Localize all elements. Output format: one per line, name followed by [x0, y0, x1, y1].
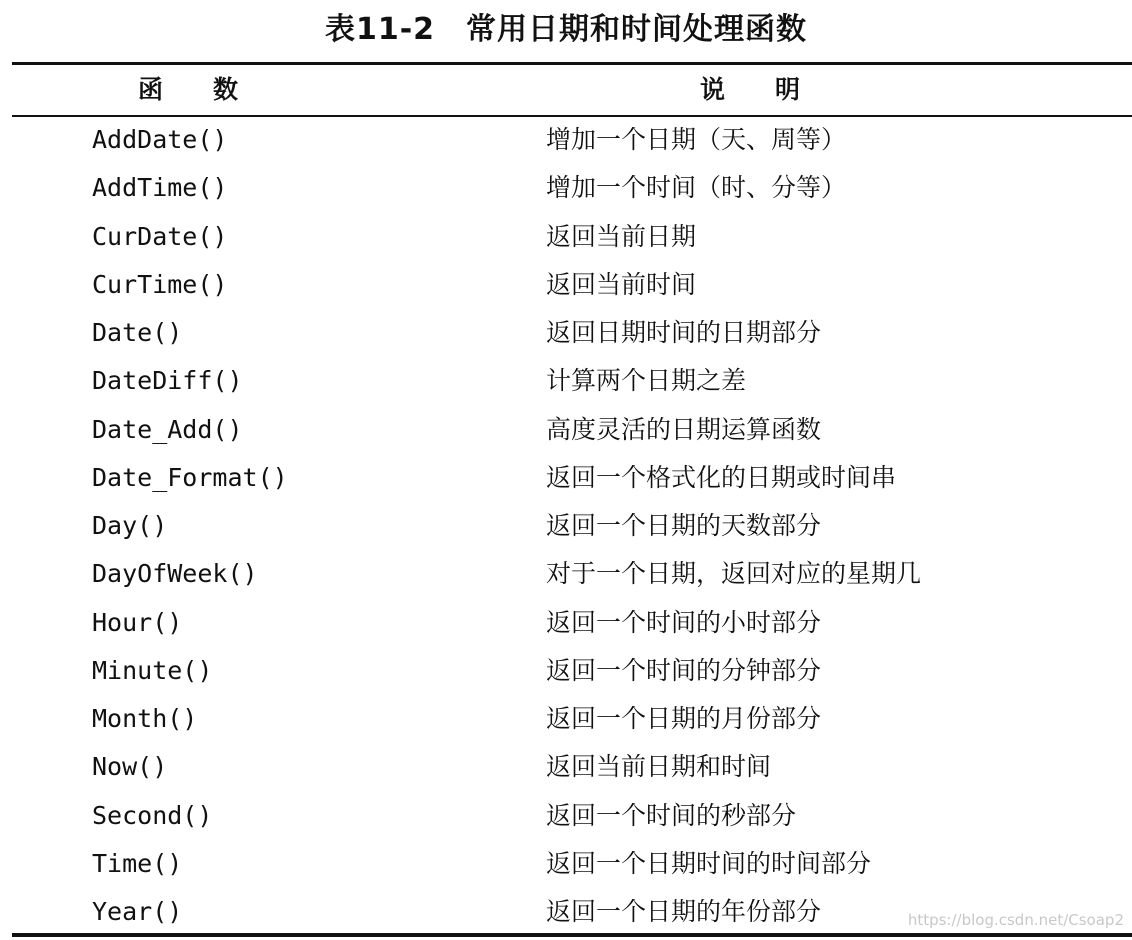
function-name: Year() [92, 897, 183, 926]
function-name: Second() [92, 800, 213, 830]
function-description: 返回当前日期和时间 [546, 752, 772, 782]
function-description: 返回当前时间 [546, 269, 697, 299]
function-description: 高度灵活的日期运算函数 [546, 414, 822, 444]
table-row [0, 743, 1132, 791]
function-description: 返回一个日期时间的时间部分 [546, 848, 872, 878]
function-name: Date() [92, 318, 183, 347]
function-description: 返回一个时间的秒部分 [546, 800, 797, 830]
function-name: CurTime() [92, 269, 228, 299]
table-row [0, 261, 1132, 309]
table-header [0, 68, 1132, 112]
function-name: Date_Format() [92, 462, 288, 492]
function-description: 增加一个日期（天、周等） [546, 125, 847, 154]
table-title: 表11-2 常用日期和时间处理函数 [324, 12, 808, 47]
table-row [0, 454, 1132, 502]
function-description: 计算两个日期之差 [546, 366, 747, 396]
function-description: 返回当前日期 [546, 221, 697, 251]
table-row [0, 213, 1132, 261]
function-name: Day() [92, 511, 168, 540]
function-description: 对于一个日期，返回对应的星期几 [546, 559, 922, 589]
table-row [0, 550, 1132, 598]
function-name: Time() [92, 848, 183, 878]
function-name: AddTime() [92, 173, 228, 203]
function-description: 返回一个日期的月份部分 [546, 704, 822, 733]
function-description: 返回一个格式化的日期或时间串 [546, 462, 897, 492]
table-body [0, 116, 1132, 936]
table-row [0, 502, 1132, 550]
table-row [0, 309, 1132, 357]
table-row [0, 647, 1132, 695]
table-row [0, 792, 1132, 840]
function-name: Now() [92, 752, 168, 782]
header-description: 说 明 [700, 75, 801, 104]
function-description: 返回一个日期的年份部分 [546, 897, 822, 926]
function-name: DayOfWeek() [92, 559, 258, 589]
table-bottom-rule [12, 933, 1132, 937]
function-name: AddDate() [92, 125, 228, 154]
table-row [0, 840, 1132, 888]
function-description: 返回一个日期的天数部分 [546, 511, 822, 540]
table-row [0, 599, 1132, 647]
table-row [0, 164, 1132, 212]
function-description: 返回一个时间的分钟部分 [546, 655, 822, 685]
table-top-rule [12, 62, 1132, 65]
function-description: 返回一个时间的小时部分 [546, 607, 822, 637]
table-row [0, 116, 1132, 164]
function-name: DateDiff() [92, 366, 243, 396]
table-row [0, 357, 1132, 405]
function-name: Hour() [92, 607, 183, 637]
function-name: Minute() [92, 655, 213, 685]
watermark-text: https://blog.csdn.net/Csoap2 [907, 911, 1124, 929]
function-description: 增加一个时间（时、分等） [546, 173, 847, 203]
function-name: Date_Add() [92, 414, 243, 444]
table-row [0, 695, 1132, 743]
table-row [0, 406, 1132, 454]
header-function: 函 数 [138, 75, 239, 104]
function-description: 返回日期时间的日期部分 [546, 318, 822, 347]
function-name: Month() [92, 704, 198, 733]
function-name: CurDate() [92, 221, 228, 251]
